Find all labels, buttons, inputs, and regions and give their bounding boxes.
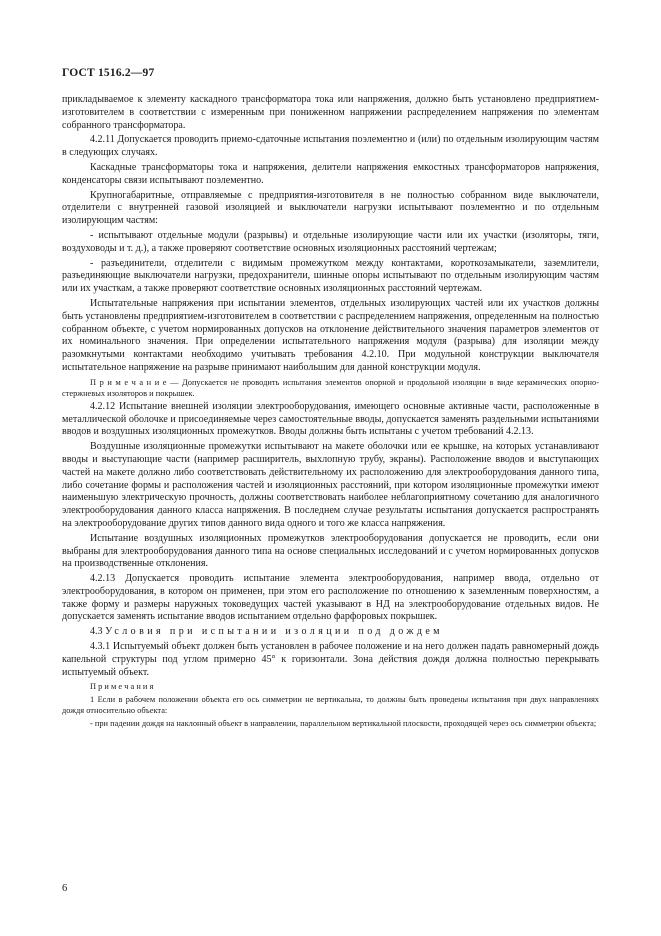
paragraph: Испытательные напряжения при испытании элементов, отдельных изолирующих частей или их участков должны быть установлены предприятием-изготовителем в соответствии с распределением напряжения, определенным на полностью собранном объекте, с учетом нормированных допусков на отклонение действительного значения параметров элементов от их номинального значения. При определении испытательного напряжения модуля (разрыва) для изоляции между разомкнутыми контактами необходимо учитывать требования 4.2.10. При модульной конструкции выключателя испытательное напряжение на разрыве принимают наибольшим для данной конструкции модуля.: [62, 297, 599, 373]
section-number: 4.3: [90, 626, 103, 638]
paragraph: Воздушные изоляционные промежутки испытывают на макете оболочки или ее крышке, на которых устанавливают вводы и выступающие части (например расширитель, выхлопную трубу, экраны). Расположение вводов и выступающих частей на макете должно либо соответствовать действительному их расположению для электрооборудования данного типа, либо сочетание формы и расположения частей и изоляционных расстояний, при котором изоляционные промежутки имеют наименьшую электрическую прочность, должны соответствовать наиболее неблагоприятному сочетанию для аналогичного электрооборудования данного класса напряжения. В последнем случае результаты испытания допускается распространять на электрооборудование других типов данного вида одного и того же класса напряжения.: [62, 441, 599, 529]
paragraph: 4.2.13 Допускается проводить испытание элемента электрооборудования, например ввода, отдельно от электрооборудования, в котором он применен, при этом его расположение по отношению к заземленным поверхностям, а также форму и размеры наружных токоведущих частей указывают в НД на электрооборудование отдельных видов. Не допускается заменять испытание вводов испытанием отдельно фарфоровых покрышек.: [62, 573, 599, 623]
document-body: [62, 94, 599, 731]
note-label: П р и м е ч а н и е —: [90, 377, 179, 387]
paragraph: Крупногабаритные, отправляемые с предприятия-изготовителя в не полностью собранном виде выключатели, отделители с внутренней газовой изоляцией и выключатели нагрузки испытывают поэлементно и по отдельным изолирующим частям:: [62, 189, 599, 227]
note: [62, 377, 599, 399]
paragraph: 4.2.12 Испытание внешней изоляции электрооборудования, имеющего основные активные части, расположенные в металлической оболочке и присоединяемые через самостоятельные вводы, допускается заменять раздельными испытаниями вводов и воздушных изоляционных промежутков. Вводы должны быть испытаны с учетом требований 4.2.13.: [62, 400, 599, 438]
paragraph: - разъединители, отделители с видимым промежутком между контактами, короткозамыкатели, заземлители, разъединяющие выключатели нагрузки, предохранители, шинные опоры испытывают по отдельным изолирующим частям или их участкам, а также проверяют соответствие основных изоляционных расстояний чертежам.: [62, 257, 599, 295]
paragraph: Каскадные трансформаторы тока и напряжения, делители напряжения емкостных трансформаторов напряжения, конденсаторы связи испытывают поэлементно.: [62, 161, 599, 186]
section-heading: [62, 626, 599, 639]
paragraph: 4.2.11 Допускается проводить приемо-сдаточные испытания поэлементно и (или) по отдельным изолирующим частям в следующих случаях.: [62, 134, 599, 159]
paragraph: Испытание воздушных изоляционных промежутков электрооборудования допускается не проводить, если они выбраны для электрооборудования данного типа на основе специальных исследований и с учетом нормированных допусков на производственные отклонения.: [62, 532, 599, 570]
note-text: Допускается не проводить испытания элементов опорной и продольной изоляции в виде керамических опорно-стержневых изоляторов и покрышек.: [62, 377, 599, 398]
note-item: - при падении дождя на наклонный объект в направлении, параллельном вертикальной плоскости, проходящей через ось симметрии объекта;: [90, 719, 597, 729]
paragraph: - испытывают отдельные модули (разрывы) и отдельные изолирующие части или их участки (изоляторы, тяги, воздуховоды и т. д.), а также проверяют соответствие основных изоляционных расстояний чертежам;: [62, 229, 599, 254]
note-item: 1 Если в рабочем положении объекта его ось симметрии не вертикальна, то должны быть проведены испытания при двух направлениях дождя относительно объекта:: [62, 695, 599, 716]
page-number: 6: [62, 883, 68, 894]
paragraph: 4.3.1 Испытуемый объект должен быть установлен в рабочее положение и на него должен падать равномерный дождь капельной структуры под углом примерно 45° к горизонтали. Зона действия дождя должна полностью перекрывать испытуемый объект.: [62, 641, 599, 678]
document-header: ГОСТ 1516.2—97: [62, 67, 155, 79]
notes-label: П р и м е ч а н и я: [90, 682, 154, 692]
paragraph: прикладываемое к элементу каскадного трансформатора тока или напряжения, должно быть установлено предприятием-изготовителем в соответствии с измеренным при пониженном напряжении распределением напряжения по элементам собранного трансформатора.: [62, 94, 599, 131]
section-title: Условия при испытании изоляции под дождем: [105, 626, 443, 638]
